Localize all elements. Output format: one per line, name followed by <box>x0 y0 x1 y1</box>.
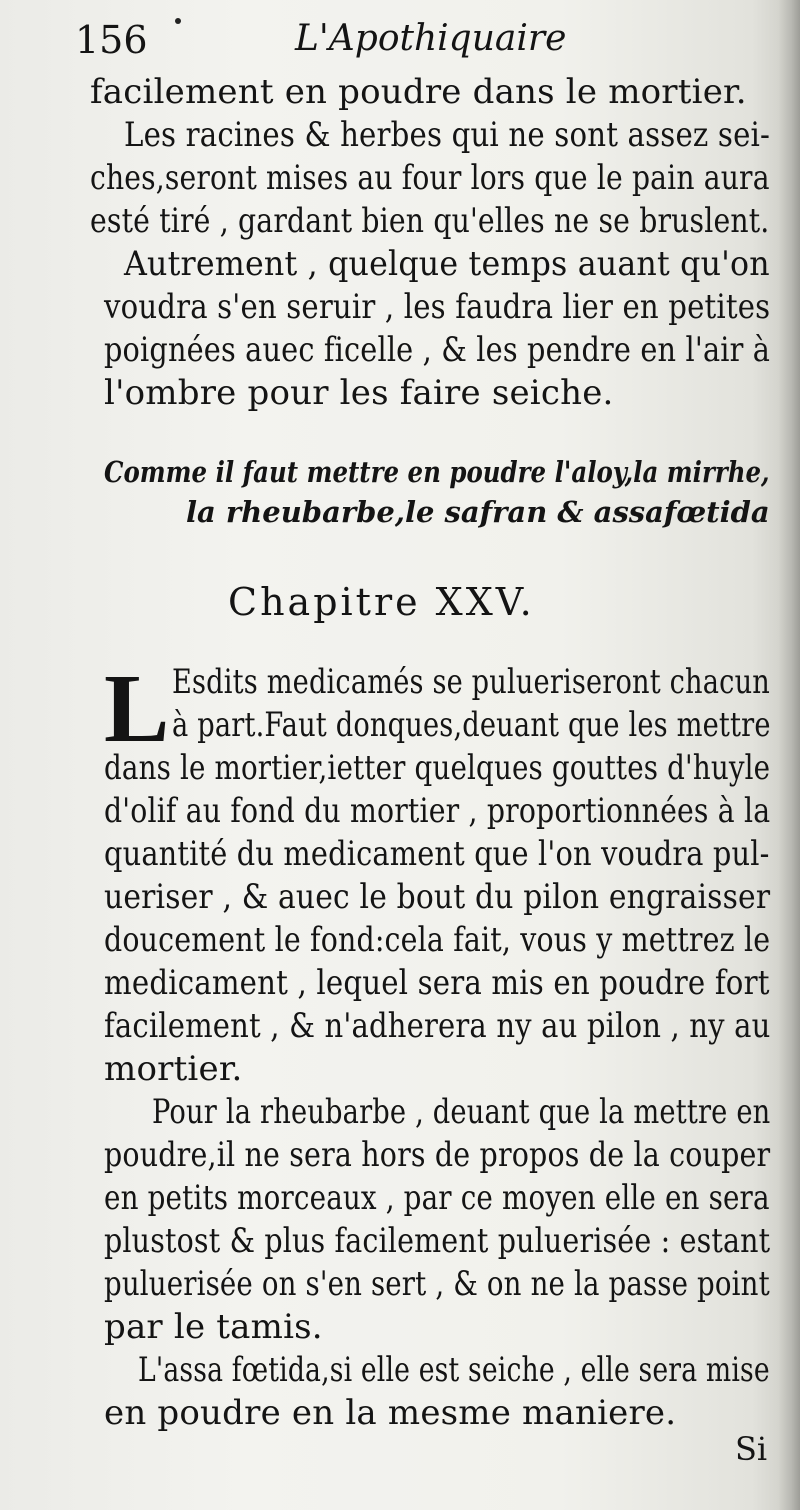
text-line: puluerisée on s'en sert , & on ne la passe point <box>104 1264 770 1304</box>
text-line: dans le mortier,ietter quelques gouttes d'huyle <box>104 748 771 788</box>
text-line: doucement le fond:cela fait, vous y mettrez le <box>104 920 771 960</box>
page-edge-shadow <box>778 0 800 1510</box>
text-line: à part.Faut donques,deuant que les mettre <box>172 705 771 745</box>
text-line: poignées auec ficelle , & les pendre en l'air à <box>104 330 771 370</box>
text-line: plustost & plus facilement puluerisée : estant <box>104 1221 771 1261</box>
chapter-heading: Chapitre XXV. <box>228 580 535 624</box>
running-title: L'Apothiquaire <box>295 18 567 59</box>
section-title-line: Comme il faut mettre en poudre l'aloy,la mirrhe, <box>104 455 770 489</box>
text-line: voudra s'en seruir , les faudra lier en petites <box>104 287 771 327</box>
text-line: Pour la rheubarbe , deuant que la mettre en <box>152 1092 771 1132</box>
text-line: medicament , lequel sera mis en poudre fort <box>104 963 770 1003</box>
text-line: Autrement , quelque temps auant qu'on <box>124 244 770 284</box>
text-line: en poudre en la mesme maniere. <box>104 1393 677 1433</box>
text-line: facilement en poudre dans le mortier. <box>90 72 747 112</box>
text-line: poudre,il ne sera hors de propos de la couper <box>104 1135 771 1175</box>
ink-dot <box>175 18 181 24</box>
text-line: L'assa fœtida,si elle est seiche , elle sera mise <box>138 1350 770 1390</box>
section-title-line: la rheubarbe,le safran & assafœtida <box>186 495 770 529</box>
text-line: Esdits medicamés se pulueriseront chacun <box>172 662 770 702</box>
text-line: l'ombre pour les faire seiche. <box>104 373 614 413</box>
catchword: Si <box>735 1430 768 1468</box>
drop-cap: L <box>104 655 170 763</box>
text-line: Les racines & herbes qui ne sont assez sei- <box>124 115 771 155</box>
text-line: d'olif au fond du mortier , proportionnées à la <box>104 791 771 831</box>
text-line: ueriser , & auec le bout du pilon engraisser <box>104 877 771 917</box>
page-header <box>75 18 567 70</box>
text-line: en petits morceaux , par ce moyen elle en sera <box>104 1178 770 1218</box>
text-line: par le tamis. <box>104 1307 323 1347</box>
text-line: quantité du medicament que l'on voudra pul- <box>104 834 770 874</box>
text-line: ches,seront mises au four lors que le pain aura <box>90 158 770 198</box>
text-line: facilement , & n'adherera ny au pilon , ny au <box>104 1006 771 1046</box>
text-line: esté tiré , gardant bien qu'elles ne se bruslent. <box>90 201 770 241</box>
text-line: mortier. <box>104 1049 243 1089</box>
page-number: 156 <box>75 18 148 62</box>
